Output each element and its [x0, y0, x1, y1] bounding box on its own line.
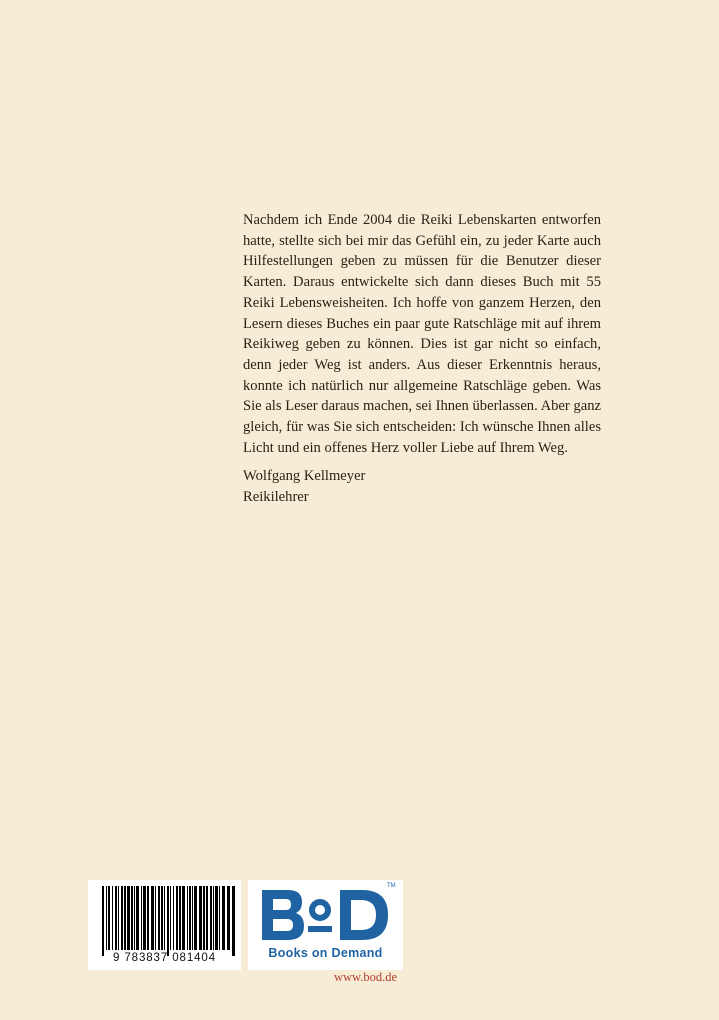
- barcode-bar: [187, 886, 188, 950]
- barcode-bar: [155, 886, 156, 950]
- barcode-bar: [219, 886, 220, 950]
- barcode-bar: [194, 886, 197, 950]
- barcode-bar: [232, 886, 235, 956]
- barcode-bar: [147, 886, 149, 950]
- barcode-bar: [210, 886, 212, 950]
- barcode-bar: [136, 886, 139, 950]
- barcode-bar: [108, 886, 110, 950]
- barcode-bar: [143, 886, 146, 950]
- barcode-bar: [118, 886, 119, 950]
- barcode-bar: [213, 886, 214, 950]
- barcode-bar: [176, 886, 178, 950]
- barcode-bar: [170, 886, 171, 950]
- publisher-website: www.bod.de: [334, 970, 398, 984]
- barcode-bar: [106, 886, 107, 950]
- barcode-bar: [192, 886, 193, 950]
- barcode-bar: [222, 886, 225, 950]
- barcode-bar: [102, 886, 104, 956]
- barcode-bar: [182, 886, 185, 950]
- barcode-bar: [141, 886, 142, 950]
- barcode-bar: [203, 886, 205, 950]
- barcode-bar: [134, 886, 135, 950]
- barcode-bar: [161, 886, 163, 950]
- author-role: Reikilehrer: [243, 488, 309, 505]
- barcode-bar: [158, 886, 160, 950]
- barcode-bar: [227, 886, 230, 950]
- barcode-bar: [199, 886, 202, 950]
- author-signature: [243, 466, 365, 507]
- barcode-bar: [115, 886, 117, 950]
- publisher-tagline: Books on Demand: [268, 946, 383, 960]
- barcode-bar: [164, 886, 165, 950]
- barcode-bar: [127, 886, 130, 950]
- barcode-bar: [151, 886, 154, 950]
- barcode-bar: [131, 886, 133, 950]
- isbn-digits: 9 783837 081404: [112, 952, 217, 964]
- barcode-bar: [167, 886, 169, 956]
- bod-logo-icon: [258, 886, 394, 944]
- barcode-bar: [189, 886, 191, 950]
- barcode-bar: [121, 886, 123, 950]
- publisher-logo: [248, 880, 403, 970]
- author-name: Wolfgang Kellmeyer: [243, 468, 366, 484]
- isbn-barcode: [88, 880, 241, 970]
- barcode-bar: [112, 886, 113, 950]
- barcode-bar: [179, 886, 181, 950]
- barcode-bar: [206, 886, 208, 950]
- barcode-bar: [215, 886, 218, 950]
- barcode-bar: [173, 886, 174, 950]
- trademark-mark: TM: [387, 883, 396, 889]
- back-cover-blurb: Nachdem ich Ende 2004 die Reiki Lebenskarten entworfen hatte, stellte sich bei mir das Gefühl ein, zu jeder Karte auch Hilfestellungen geben zu müssen für die Benutzer dieser Karten. Daraus entwickelte sich dann dieses Buch mit 55 Reiki Lebensweisheiten. Ich hoffe von ganzem Herzen, den Lesern dieses Buches ein paar gute Ratschläge mit auf ihrem Reikiweg geben zu können. Dies ist gar nicht so einfach, denn jeder Weg ist anders. Aus dieser Erkenntnis heraus, konnte ich natürlich nur allgemeine Ratschläge geben. Was Sie als Leser daraus machen, sei Ihnen überlassen. Aber ganz gleich, für was Sie sich entscheiden: Ich wünsche Ihnen alles Licht und ein offenes Herz voller Liebe auf Ihrem Weg.: [243, 212, 601, 456]
- barcode-bar: [124, 886, 126, 950]
